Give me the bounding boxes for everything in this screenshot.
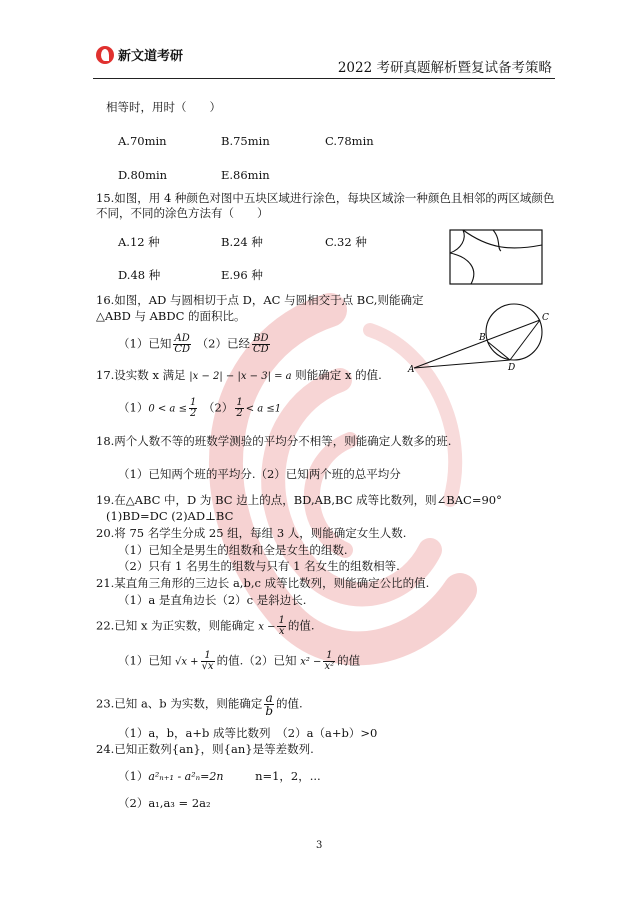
q23-suffix: 的值. [276, 696, 303, 711]
q22-cond1-label: （1）已知 [118, 653, 172, 668]
q22-cond2-fraction: $\frac{1}{\text{x²}}$ [324, 650, 335, 672]
q19-conditions: (1)BD=DC (2)AD⊥BC [106, 509, 234, 523]
document-header-title: 2022 考研真题解析暨复试备考策略 [337, 60, 552, 76]
q22-cond1-fraction: $\frac{1}{√x}$ [201, 650, 214, 672]
q16-cond1-label: （1）已知 [118, 336, 172, 351]
q17-prefix: 17.设实数 x 满足 [96, 368, 186, 382]
q17-suffix: 则能确定 x 的值. [295, 368, 382, 382]
q16-cond2-label: （2）已经 [196, 336, 250, 351]
q22-cond1-left: √x + [174, 656, 199, 668]
q23-stem [96, 692, 303, 717]
q15-option-a: A.12 种 [118, 235, 160, 249]
q17-cond2-fraction: $\frac{1}{2}$ [236, 397, 243, 419]
q14-option-e: E.86min [221, 168, 270, 182]
q22-cond1-suffix: 的值.（2）已知 [216, 653, 297, 668]
q15-region-figure [449, 229, 543, 285]
page-number: 3 [316, 840, 323, 851]
q24-stem: 24.已知正数列{an}，则{an}是等差数列. [96, 742, 314, 756]
q17-cond2-right: < a ≤1 [245, 403, 282, 415]
q14-option-a: A.70min [118, 134, 167, 148]
q20-condition-2: （2）只有 1 名男生的组数与只有 1 名女生的组数相等. [118, 559, 400, 573]
q23-conditions: （1）a，b，a+b 成等比数列 （2）a（a+b）>0 [118, 726, 378, 740]
q18-stem: 18.两个人数不等的班数学测验的平均分不相等，则能确定人数多的班. [96, 434, 452, 448]
q20-condition-1: （1）已知全是男生的组数和全是女生的组数. [118, 543, 348, 557]
q23-prefix: 23.已知 a、b 为实数，则能确定 [96, 696, 263, 711]
q16-stem-line1: 16.如图，AD 与圆相切于点 D，AC 与圆相交于点 BC,则能确定 [96, 293, 424, 307]
q16-label-b: B [479, 333, 486, 343]
q17-conditions [118, 398, 281, 419]
q17-cond1-label: （1） [118, 400, 149, 415]
q17-expression: |x − 2| − |x − 3| = a [189, 371, 292, 382]
q15-option-d: D.48 种 [118, 268, 161, 282]
q17-cond2-label: （2） [202, 400, 234, 415]
q24-cond1-range: n=1，2，... [255, 769, 321, 783]
q22-cond2-suffix: 的值 [337, 653, 361, 668]
q22-suffix: 的值. [287, 618, 315, 633]
q21-conditions: （1）a 是直角边长（2）c 是斜边长. [118, 593, 307, 607]
q14-stem-tail: 相等时，用时（ ） [106, 100, 221, 114]
q15-option-b: B.24 种 [221, 235, 263, 249]
brand-logo [96, 45, 183, 64]
q16-label-a: A [408, 365, 415, 375]
q15-option-c: C.32 种 [325, 235, 367, 249]
q17-stem [96, 368, 382, 384]
q21-stem: 21.某直角三角形的三边长 a,b,c 成等比数列，则能确定公比的值. [96, 576, 430, 590]
q17-cond1-fraction: $\frac{1}{2}$ [189, 397, 197, 419]
q16-conditions [118, 334, 272, 355]
q14-option-b: B.75min [221, 134, 270, 148]
q16-label-c: C [542, 313, 549, 323]
q18-conditions: （1）已知两个班的平均分.（2）已知两个班的总平均分 [118, 467, 401, 481]
q16-cond1-fraction: $\frac{AD}{CD}$ [174, 333, 190, 355]
q22-conditions [118, 651, 360, 672]
header-divider [93, 78, 555, 79]
q24-cond1-label: （1） [118, 769, 149, 783]
q16-stem-line2: △ABD 与 ABDC 的面积比。 [96, 309, 246, 323]
q16-label-d: D [508, 363, 516, 373]
q22-cond2-left: x² − [300, 656, 322, 668]
q14-option-c: C.78min [325, 134, 374, 148]
q17-cond1-left: 0 < a ≤ [148, 403, 187, 415]
q15-stem-line1: 15.如图，用 4 种颜色对图中五块区域进行涂色，每块区域涂一种颜色且相邻的两区域颜色 [96, 191, 555, 205]
q22-expression-fraction: $\frac{1}{x}$ [278, 615, 285, 637]
q24-cond1-expression: a²ₙ₊₁ - a²ₙ=2n [148, 770, 224, 783]
brand-name: 新文道考研 [118, 49, 184, 64]
q22-prefix: 22.已知 x 为正实数，则能确定 [96, 618, 255, 633]
q15-option-e: E.96 种 [221, 268, 263, 282]
q24-condition-1 [118, 769, 321, 784]
phoenix-logo-icon [96, 46, 114, 64]
q16-cond2-fraction: $\frac{BD}{CD}$ [252, 333, 269, 355]
q24-condition-2: （2）a₁,a₃ = 2a₂ [118, 796, 211, 810]
q14-option-d: D.80min [118, 168, 168, 182]
q20-stem: 20.将 75 名学生分成 25 组，每组 3 人，则能确定女生人数. [96, 526, 407, 540]
q16-geometry-figure [402, 302, 554, 378]
q22-expression-left: x − [258, 621, 276, 633]
q15-stem-line2: 不同，不同的涂色方法有（ ） [96, 206, 269, 220]
q22-stem [96, 616, 314, 637]
q23-fraction: $\frac{a}{b}$ [265, 691, 274, 718]
q19-stem: 19.在△ABC 中，D 为 BC 边上的点，BD,AB,BC 成等比数列，则∠BAC=90° [96, 493, 502, 507]
